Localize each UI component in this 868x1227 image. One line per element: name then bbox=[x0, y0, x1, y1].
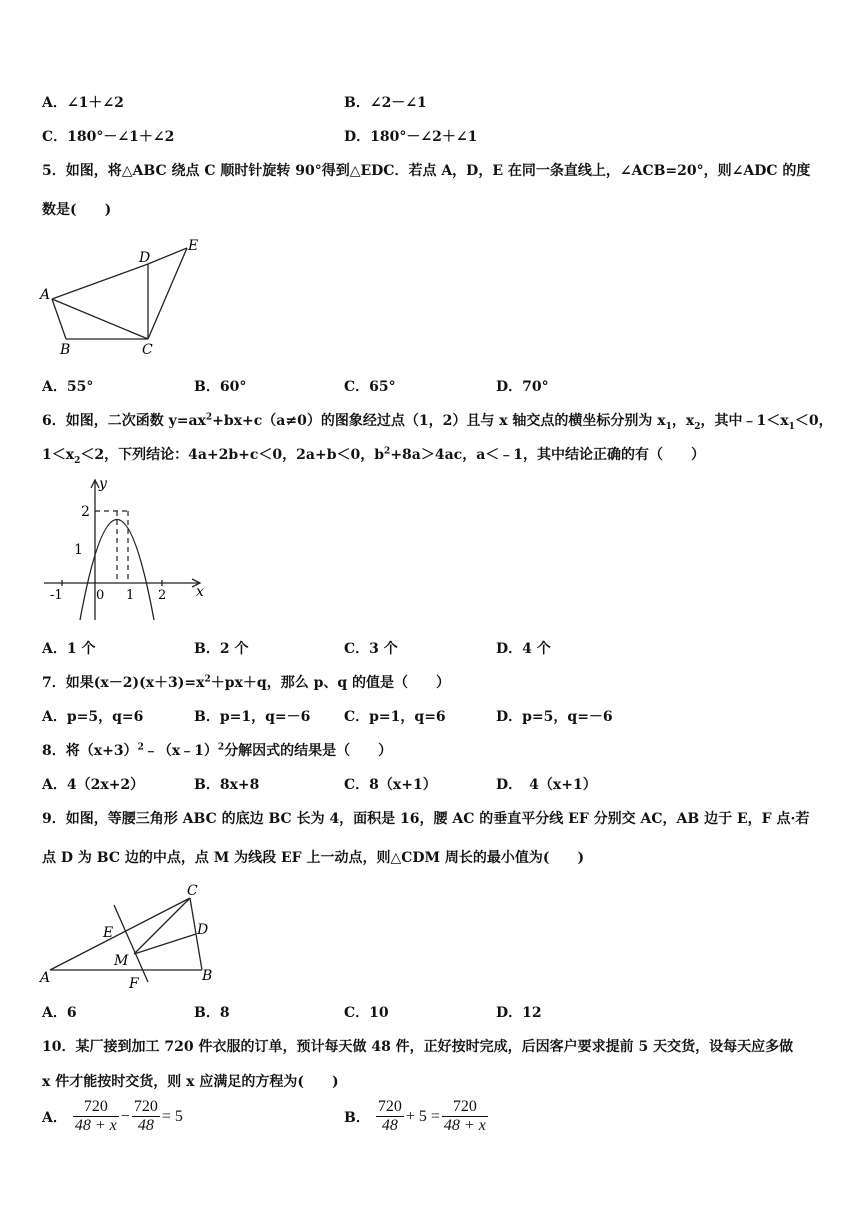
q5-stem-line2: 数是( ) bbox=[42, 202, 112, 218]
q7-option-b: B．p=1，q=－6 bbox=[194, 709, 311, 725]
q9-option-d: D．12 bbox=[496, 1005, 542, 1021]
q9-label-m: M bbox=[114, 953, 129, 969]
q7-option-d: D．p=5，q=－6 bbox=[496, 709, 613, 725]
q6-stem-line2: $1<x_2<2$，下列结论：4a+2b+c＜0，2a+b＜0，$b^2+8a>4ac$，a＜﹣1，其中结论正确的有（ ） bbox=[42, 446, 706, 466]
q9-option-c: C．10 bbox=[344, 1005, 389, 1021]
q9-label-a: A bbox=[40, 970, 51, 986]
q6-option-c: C．3 个 bbox=[344, 641, 398, 657]
q6-parabola-figure bbox=[40, 476, 210, 626]
q6-option-d: D．4 个 bbox=[496, 641, 551, 657]
q9-option-a: A．6 bbox=[42, 1005, 77, 1021]
q8-option-a: A．4（2x+2） bbox=[42, 777, 145, 793]
q9-stem-line2: 点 D 为 BC 边的中点，点 M 为线段 EF 上一动点，则△CDM 周长的最小值为( ) bbox=[42, 850, 585, 866]
q7-option-a: A．p=5，q=6 bbox=[42, 709, 144, 725]
q4-option-c: C．180°－∠1＋∠2 bbox=[42, 129, 175, 145]
q9-label-f: F bbox=[129, 976, 139, 992]
q6-stem-line1: 6．如图，二次函数 $y=ax^2+bx+c(a\ne 0)$的图象经过点（1，2）且与 x 轴交点的横坐标分别为 $x_1$，$x_2$，其中$﹣1<x_1<0$， bbox=[42, 412, 833, 432]
q8-option-c: C．8（x+1） bbox=[344, 777, 437, 793]
q6-label-zero: 0 bbox=[96, 588, 105, 603]
q5-label-c: C bbox=[142, 342, 153, 358]
q9-label-c: C bbox=[187, 883, 198, 899]
q6-label-y: y bbox=[99, 476, 107, 492]
q5-label-a: A bbox=[40, 287, 51, 303]
q10-stem-line1: 10．某厂接到加工 720 件衣服的订单，预计每天做 48 件，正好按时完成，后因客户要求提前 5 天交货，设每天应多做 bbox=[42, 1039, 794, 1055]
q4-option-b: B．∠2－∠1 bbox=[344, 95, 427, 111]
q10-stem-line2: x 件才能按时交货，则 x 应满足的方程为( ) bbox=[42, 1074, 339, 1090]
q8-option-b: B．8x+8 bbox=[194, 777, 260, 793]
q4-option-a: A．∠1＋∠2 bbox=[42, 95, 124, 111]
q5-figure bbox=[38, 236, 208, 360]
q5-label-d: D bbox=[139, 250, 151, 266]
q9-label-b: B bbox=[202, 968, 213, 984]
q8-stem: 8．将$(x+3)^2﹣(x﹣1)^2$分解因式的结果是（ ） bbox=[42, 742, 393, 759]
q10-option-b: B． $\frac{720}{48}$ + 5 = $\frac{720}{48 + x}$ bbox=[344, 1098, 486, 1134]
q6-label-two: 2 bbox=[81, 504, 90, 520]
q5-option-b: B．60° bbox=[194, 379, 247, 395]
q8-option-d: D． 4（x+1） bbox=[496, 777, 597, 793]
q6-label-x: x bbox=[196, 584, 204, 600]
q5-option-a: A．55° bbox=[42, 379, 94, 395]
q5-option-c: C．65° bbox=[344, 379, 396, 395]
q7-stem: 7．如果$(x-2)(x+3)=x^2+px+q$，那么 p、q 的值是（ ） bbox=[42, 674, 451, 691]
q4-option-d: D．180°－∠2＋∠1 bbox=[344, 129, 478, 145]
q6-label-one: 1 bbox=[74, 542, 83, 558]
q9-figure bbox=[38, 880, 228, 992]
q9-stem-line1: 9．如图，等腰三角形 ABC 的底边 BC 长为 4，面积是 16，腰 AC 的垂直平分线 EF 分别交 AC，AB 边于 E，F 点·若 bbox=[42, 811, 810, 827]
q5-label-e: E bbox=[188, 238, 199, 254]
q5-label-b: B bbox=[60, 342, 71, 358]
q6-option-a: A．1 个 bbox=[42, 641, 96, 657]
q10-option-a: A． $\frac{720}{48 + x}$ − $\frac{720}{48}$ = 5 bbox=[42, 1098, 183, 1134]
q9-option-b: B．8 bbox=[194, 1005, 230, 1021]
q5-option-d: D．70° bbox=[496, 379, 549, 395]
q5-stem-line1: 5．如图，将△ABC 绕点 C 顺时针旋转 90°得到△EDC．若点 A，D，E 在同一条直线上，∠ACB=20°，则∠ADC 的度 bbox=[42, 163, 811, 179]
q9-label-e: E bbox=[103, 925, 114, 941]
q6-option-b: B．2 个 bbox=[194, 641, 249, 657]
q6-label-tick2: 2 bbox=[158, 588, 167, 603]
q9-label-d: D bbox=[197, 922, 209, 938]
q6-label-tick1: 1 bbox=[126, 588, 135, 603]
q7-option-c: C．p=1，q=6 bbox=[344, 709, 446, 725]
q6-label-neg1: -1 bbox=[50, 588, 63, 603]
